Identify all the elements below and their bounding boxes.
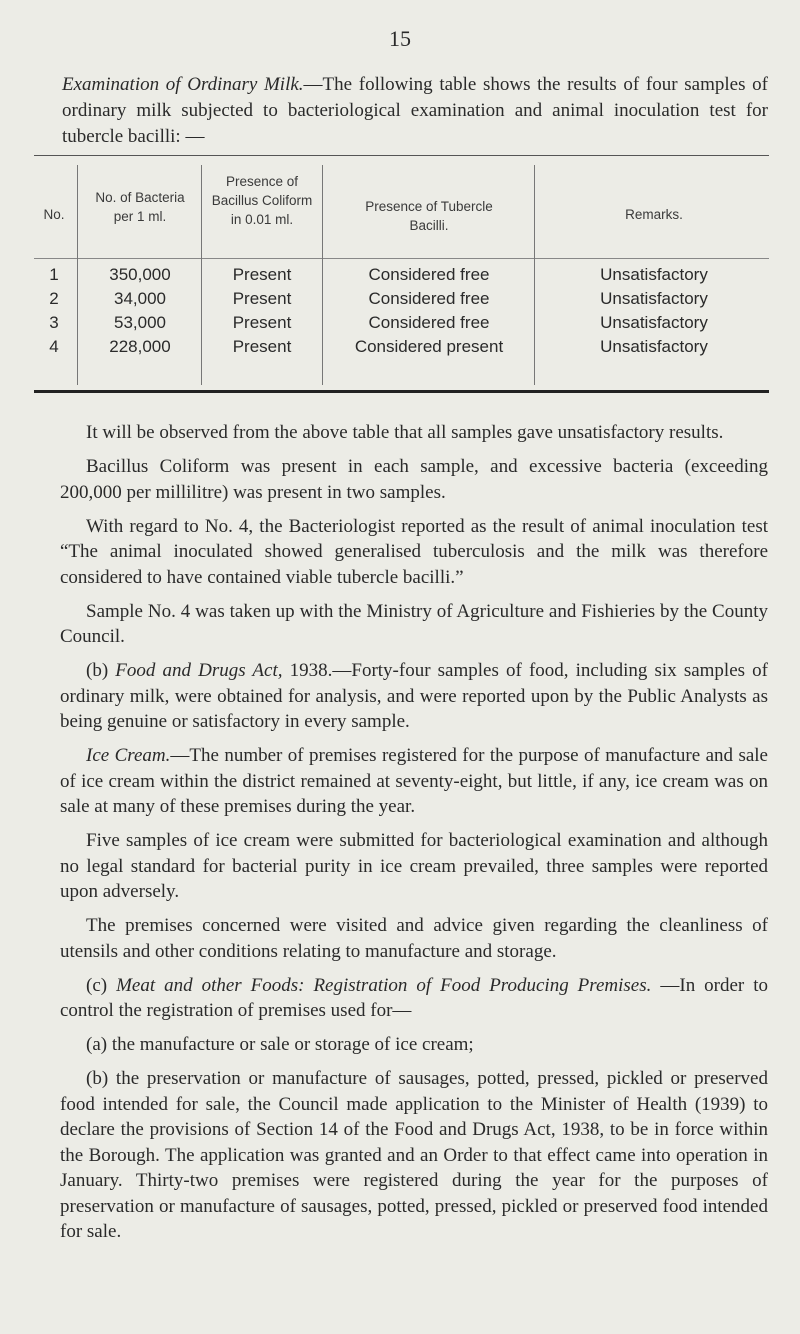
header-coliform: Presence of Bacillus Coliform in 0.01 ml. — [211, 174, 313, 227]
cell-coliform: Present — [232, 289, 292, 308]
cell-tubercle: Considered free — [368, 313, 490, 332]
paragraph: (b) the preservation or manufacture of sausages, potted, pressed, pickled or preserved food intended for sale, the Council made application to the Minister of Health (1939) to declare the provisions of Section 14 of the Food and Drugs Act, 1938, to be in force within the Borough. The application was granted and an Order to that effect came into operation in January. Thirty-two premises were registered during the year for the purposes of preservation or manufacture of sausages, potted, pressed, pickled or preserved food intended for sale. — [60, 1068, 768, 1242]
cell-remarks: Unsatisfactory — [600, 289, 708, 308]
cell-coliform: Present — [232, 337, 292, 356]
header-remarks: Remarks. — [625, 207, 683, 222]
table-top-rule — [34, 155, 769, 156]
column-divider — [322, 165, 323, 385]
body-text — [60, 420, 768, 1253]
header-bacteria: No. of Bacteria per 1 ml. — [95, 190, 185, 224]
cell-bacteria: 34,000 — [114, 289, 166, 308]
table-header-rule — [34, 258, 769, 259]
section-text: —In order to control the registration of premises used for— — [60, 974, 769, 1021]
cell-tubercle: Considered present — [354, 337, 504, 356]
section-text: —The number of premises registered for the purpose of manufacture and sale of ice cream within the district remained at seventy-eight, but little, if any, ice cream was on sale at many of these premises during the year. — [60, 745, 768, 817]
paragraph-meat-foods — [60, 973, 768, 1024]
column-divider — [534, 165, 535, 385]
intro-heading: Examination of Ordinary Milk. — [62, 74, 304, 95]
section-label: (c) — [86, 974, 108, 996]
cell-no: 2 — [49, 289, 59, 308]
section-label: (b) — [86, 660, 109, 681]
header-no: No. — [43, 207, 65, 222]
cell-tubercle: Considered free — [368, 289, 490, 308]
column-divider — [77, 165, 78, 385]
cell-no: 3 — [49, 313, 59, 332]
cell-tubercle: Considered free — [368, 265, 490, 284]
paragraph: (a) the manufacture or sale or storage of ice cream; — [86, 1034, 474, 1055]
intro-text: —The following table shows the results of four samples of ordinary milk subjected to bacteriological examination and animal inoculation test for tubercle bacilli: — — [62, 74, 768, 147]
section-heading: Food and Drugs Act, — [115, 660, 283, 681]
paragraph: It will be observed from the above table that all samples gave unsatisfactory results. — [86, 422, 724, 443]
cell-remarks: Unsatisfactory — [600, 337, 708, 356]
table-bottom-rule — [34, 390, 769, 393]
paragraph: Five samples of ice cream were submitted for bacteriological examination and although no legal standard for bacterial purity in ice cream prevailed, three samples were reported upon adversely. — [60, 830, 768, 902]
paragraph: Bacillus Coliform was present in each sample, and excessive bacteria (exceeding 200,000 per millilitre) was present in two samples. — [60, 456, 768, 503]
milk-results-table — [34, 155, 769, 395]
section-heading: Ice Cream. — [86, 745, 171, 766]
paragraph: With regard to No. 4, the Bacteriologist reported as the result of animal inoculation test “The animal inoculated showed generalised tuberculosis and the milk was therefore considered to have contained viable tubercle bacilli.” — [60, 515, 768, 588]
cell-bacteria: 228,000 — [109, 337, 171, 356]
section-text: 1938.—Forty-four samples of food, including six samples of ordinary milk, were obtained for analysis, and were reported upon by the Public Analysts as being genuine or satisfactory in every sample. — [60, 660, 768, 732]
cell-bacteria: 53,000 — [114, 313, 166, 332]
header-tubercle: Presence of Tubercle Bacilli. — [365, 199, 493, 233]
paragraph-food-drugs — [60, 658, 768, 735]
cell-remarks: Unsatisfactory — [600, 313, 708, 332]
paragraph: The premises concerned were visited and advice given regarding the cleanliness of utensils and other conditions relating to manufacture and storage. — [60, 915, 768, 962]
cell-coliform: Present — [232, 313, 292, 332]
cell-no: 4 — [49, 337, 59, 356]
cell-coliform: Present — [232, 265, 292, 284]
cell-remarks: Unsatisfactory — [600, 265, 708, 284]
paragraph-ice-cream — [60, 743, 768, 820]
intro-paragraph — [62, 72, 768, 150]
page-number: 15 — [389, 26, 411, 51]
section-heading: Meat and other Foods: Registration of Food Producing Premises. — [116, 974, 652, 996]
cell-no: 1 — [49, 265, 59, 284]
cell-bacteria: 350,000 — [109, 265, 171, 284]
paragraph: Sample No. 4 was taken up with the Ministry of Agriculture and Fishieries by the County Council. — [60, 600, 768, 647]
